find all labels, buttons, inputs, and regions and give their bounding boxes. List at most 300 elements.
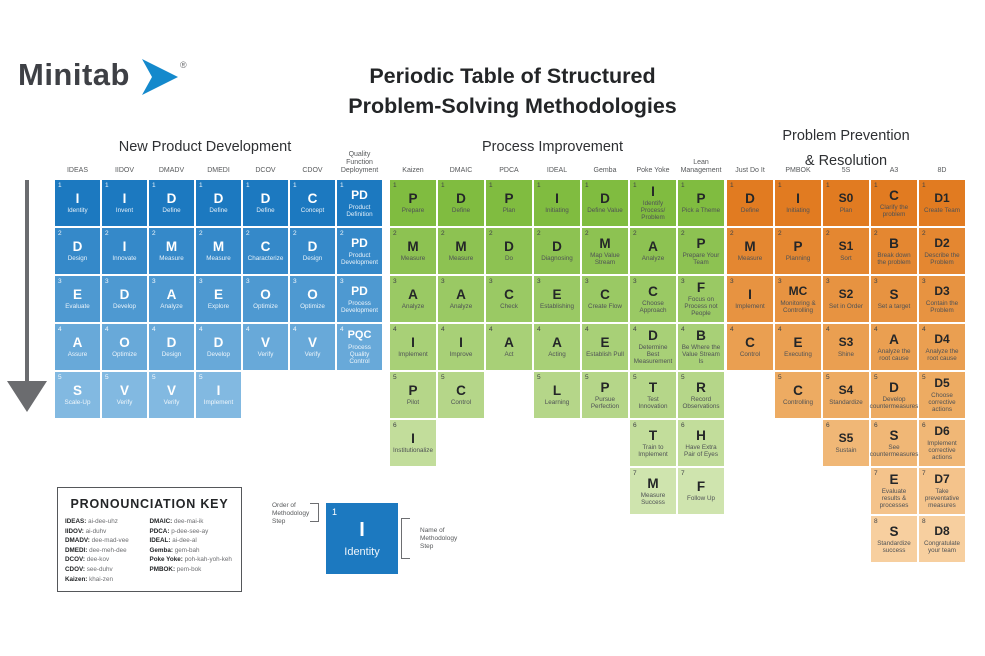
step-name: Measure Success [640,491,666,506]
step-name: Choose Approach [639,299,667,314]
step-name: Analyze the root cause [877,347,911,362]
section-title-process-improvement: Process Improvement [481,139,624,155]
column-header-dmedi [196,145,241,178]
step-symbol: D [648,328,658,343]
cell-5s-step-3 [823,276,869,322]
cell-lean-management-step-3 [678,276,724,322]
column-header-label: IIDOV [114,167,135,174]
column-header-dmaic [438,145,484,178]
page-title [280,61,745,121]
step-name: Define Value [587,207,623,214]
step-symbol: A [72,335,83,350]
cell-lean-management-step-5 [678,372,724,418]
cell-pmbok-step-2 [775,228,821,274]
step-symbol: D6 [934,424,950,438]
step-name: Test Innovation [638,395,668,410]
cell-a3-step-1 [871,180,917,226]
step-symbol: I [651,184,655,199]
step-name: Analyze [401,303,425,310]
cell-gemba-step-3 [582,276,628,322]
cell-cdov-step-1 [290,180,335,226]
step-number: 3 [826,278,830,285]
column-header-label: IDEAS [66,167,88,174]
step-name: Measure [400,255,426,262]
step-name: Prepare [401,207,425,214]
step-name: Analyze [641,255,665,262]
step-symbol: E [889,472,899,487]
pronunciation-entry: DCOV: dee-kov [65,556,110,564]
pronunciation-entry: PMBOK: pem-bok [149,565,202,573]
step-number: 1 [199,182,203,189]
cell-a3-step-3 [871,276,917,322]
step-name: Contain the Problem [925,299,959,314]
cell-gemba-step-5 [582,372,628,418]
step-symbol: S [72,383,82,398]
step-number: 1 [393,182,397,189]
step-number: 5 [199,374,203,381]
step-name: Invent [115,207,134,214]
cell-dmedi-step-5 [196,372,241,418]
step-name: Control [450,399,472,406]
step-name: Concept [300,207,325,214]
step-symbol: P [408,383,418,398]
pronunciation-term: DMEDI: [65,546,88,554]
pronunciation-key-title: PRONOUNCIATION KEY [70,497,229,511]
step-symbol: I [122,239,127,254]
step-number: 3 [246,278,250,285]
cell-a3-step-4 [871,324,917,370]
step-symbol: C [793,383,803,398]
step-name: Learning [544,399,570,406]
pronunciation-term: IIDOV: [65,527,84,535]
pronunciation-entry: DMEDI: dee-meh-dee [65,546,127,554]
step-symbol: E [213,287,223,302]
step-symbol: H [696,427,706,443]
step-number: 4 [730,326,734,333]
step-number: 2 [393,230,397,237]
step-number: 1 [537,182,541,189]
step-name: Identify Process/ Problem [640,200,666,221]
pronunciation-term: Kaizen: [65,575,88,583]
step-number: 5 [152,374,156,381]
step-number: 3 [152,278,156,285]
step-name: Monitoring & Controlling [780,299,816,314]
column-header-ideas [55,145,100,178]
step-symbol: D1 [934,191,950,205]
column-header-label: DMAIC [449,167,473,174]
step-symbol: A [504,335,514,350]
step-symbol: T [648,427,658,443]
step-number: 5 [58,374,62,381]
step-number: 5 [874,374,878,381]
step-symbol: P [696,235,706,251]
step-name: Do [504,255,514,262]
step-symbol: A [408,287,418,302]
cell-kaizen-step-1 [390,180,436,226]
column-header-label: Lean Management [680,159,722,174]
cell-pdca-step-3 [486,276,532,322]
cell-ideas-step-2 [55,228,100,274]
step-symbol: D [119,287,130,302]
column-header-dmadv [149,145,194,178]
step-symbol: I [216,383,221,398]
step-name: Product Definition [346,203,373,218]
cell-8d-step-1 [919,180,965,226]
step-number: 1 [340,182,344,189]
step-name: Develop countermeasures [869,395,919,410]
cell-pmbok-step-1 [775,180,821,226]
step-number: 7 [633,470,637,477]
step-symbol: P [600,379,610,395]
cell-dmadv-step-3 [149,276,194,322]
step-number: 2 [585,230,589,237]
section-title-ppr-line2: & Resolution [804,153,888,169]
step-number: 3 [489,278,493,285]
step-name: Break down the problem [877,251,911,266]
step-number: 1 [681,182,685,189]
cell-just-do-it-step-3 [727,276,773,322]
step-name: Characterize [247,255,284,262]
page-title-line2: Problem-Solving Methodologies [348,94,677,118]
step-number: 1 [246,182,250,189]
step-symbol: D [166,191,177,206]
cell-lean-management-step-1 [678,180,724,226]
step-number: 1 [633,182,637,189]
cell-5s-step-5 [823,372,869,418]
step-name: Standardize success [877,539,911,554]
cell-a3-step-7 [871,468,917,514]
step-number: 4 [393,326,397,333]
step-symbol: A [648,239,658,254]
cell-kaizen-step-5 [390,372,436,418]
column-header-ideal [534,145,580,178]
step-number: 8 [922,518,926,525]
step-number: 4 [199,326,203,333]
step-symbol: M [407,239,419,254]
cell-dmadv-step-4 [149,324,194,370]
step-name: Implement [398,351,428,358]
step-symbol: T [648,379,658,395]
step-symbol: M [212,239,225,254]
step-name: Create Flow [588,303,622,310]
step-number: 1 [874,182,878,189]
pronunciation-term: DMADV: [65,537,90,545]
step-symbol: I [796,191,800,206]
step-number: 5 [681,374,685,381]
step-name: Prepare Your Team [682,251,720,266]
cell-5s-step-4 [823,324,869,370]
step-symbol: MC [788,283,808,298]
step-symbol: D [260,191,271,206]
step-symbol: I [555,191,559,206]
step-name: Optimize [253,303,278,310]
pronunciation-term: Gemba: [149,546,173,554]
step-number: 2 [489,230,493,237]
column-header-5s [823,145,869,178]
step-number: 2 [58,230,62,237]
step-symbol: S [889,427,899,443]
step-number: 1 [826,182,830,189]
step-number: 5 [826,374,830,381]
step-name: Implement corrective actions [927,440,957,461]
step-name: Plan [502,207,516,214]
cell-kaizen-step-6 [390,420,436,466]
cell-dmaic-step-3 [438,276,484,322]
cell-just-do-it-step-1 [727,180,773,226]
step-symbol: D [72,239,83,254]
step-name: Verify [116,399,133,406]
step-number: 1 [730,182,734,189]
step-number: 3 [293,278,297,285]
cell-ideal-step-1 [534,180,580,226]
step-number: 4 [246,326,250,333]
step-number: 4 [293,326,297,333]
cell-5s-step-2 [823,228,869,274]
step-number: 2 [105,230,109,237]
step-number: 4 [778,326,782,333]
column-header-iidov [102,145,147,178]
column-header-pmbok [775,145,821,178]
step-number: 6 [826,422,830,429]
cell-cdov-step-3 [290,276,335,322]
step-name: Product Development [340,251,379,266]
cell-just-do-it-step-4 [727,324,773,370]
step-number: 3 [199,278,203,285]
cell-8d-step-7 [919,468,965,514]
cell-ideal-step-5 [534,372,580,418]
step-symbol: I [748,287,752,302]
step-symbol: V [260,335,270,350]
step-name: Develop [112,303,137,310]
legend-example-number: 1 [332,507,338,517]
step-number: 2 [246,230,250,237]
step-name: Optimize [300,303,325,310]
pronunciation-entry: IDEAL: ai-dee-al [149,537,197,545]
cell-pdca-step-1 [486,180,532,226]
step-name: Design [161,351,182,358]
step-number: 1 [441,182,445,189]
step-symbol: S [889,523,899,539]
cell-8d-step-4 [919,324,965,370]
step-name: Evaluate [65,303,90,310]
step-name: Verify [257,351,274,358]
step-name: Choose corrective actions [928,392,956,413]
column-header-label: DMADV [158,167,185,174]
step-symbol: S1 [838,239,854,253]
cell-dcov-step-2 [243,228,288,274]
step-symbol: S3 [838,335,854,349]
step-symbol: D [504,239,514,254]
step-name: Follow Up [687,495,715,502]
cell-dcov-step-4 [243,324,288,370]
step-symbol: A [889,331,899,347]
pronunciation-term: CDOV: [65,565,85,573]
step-symbol: M [647,475,659,491]
step-name: Act [504,351,514,358]
step-name: Optimize [112,351,137,358]
step-symbol: E [72,287,82,302]
step-symbol: B [889,235,899,251]
step-name: Explore [207,303,230,310]
column-header-label: CDOV [302,167,323,174]
cell-a3-step-2 [871,228,917,274]
step-number: 2 [340,230,344,237]
step-number: 5 [778,374,782,381]
column-header-qfd [337,145,382,178]
step-symbol: C [307,191,318,206]
step-name: Congratulate your team [923,539,961,554]
step-number: 3 [922,278,926,285]
section-title-ppr-line1: Problem Prevention [782,128,910,144]
step-name: Define [740,207,760,214]
cell-pmbok-step-3 [775,276,821,322]
step-name: Check [500,303,518,310]
step-symbol: A [166,287,177,302]
legend-right-bracket [401,518,410,559]
minitab-wordmark: Minitab [18,57,130,92]
step-name: Set in Order [829,303,863,310]
minitab-arrow-icon [142,59,178,95]
cell-qfd-step-4 [337,324,382,370]
step-name: Clarify the problem [879,203,909,218]
pronunciation-term: Poke Yoke: [149,556,183,564]
step-name: Pursue Perfection [590,395,620,410]
step-symbol: D [213,191,224,206]
cell-poke-yoke-step-4 [630,324,676,370]
step-symbol: D8 [934,523,950,538]
step-name: Verify [163,399,180,406]
step-name: Establish Pull [586,351,624,358]
step-name: Establishing [540,303,574,310]
step-symbol: O [260,287,271,302]
cell-poke-yoke-step-7 [630,468,676,514]
pronunciation-term: IDEAS: [65,518,87,525]
step-number: 4 [681,326,685,333]
cell-gemba-step-4 [582,324,628,370]
step-number: 2 [922,230,926,237]
cell-poke-yoke-step-1 [630,180,676,226]
column-header-dcov [243,145,288,178]
cell-8d-step-6 [919,420,965,466]
step-number: 4 [874,326,878,333]
step-number: 1 [58,182,62,189]
cell-poke-yoke-step-2 [630,228,676,274]
step-symbol: I [75,191,80,206]
legend-order-label: Order of Methodology Step [272,502,310,525]
cell-dcov-step-3 [243,276,288,322]
pronunciation-right-column [150,517,235,584]
step-symbol: P [504,191,514,206]
step-symbol: M [455,239,467,254]
pronunciation-entry: PDCA: p-dee-see-ay [149,527,209,535]
column-header-label: DMEDI [207,167,230,174]
step-number: 3 [585,278,589,285]
step-symbol: P [408,191,418,206]
step-symbol: I [122,191,127,206]
pronunciation-term: DMAIC: [149,518,173,525]
cell-dmadv-step-2 [149,228,194,274]
step-name: Planning [785,255,811,262]
step-name: Implement [203,399,234,406]
cell-pmbok-step-4 [775,324,821,370]
step-symbol: P [793,239,803,254]
pronunciation-term: PDCA: [149,527,170,535]
cell-qfd-step-1 [337,180,382,226]
step-name: Measure [448,255,474,262]
step-symbol: PD [351,283,368,298]
step-name: Analyze [160,303,183,310]
step-symbol: R [696,379,706,395]
cell-dmedi-step-3 [196,276,241,322]
cell-qfd-step-2 [337,228,382,274]
step-number: 2 [152,230,156,237]
cell-a3-step-8 [871,516,917,562]
step-number: 8 [874,518,878,525]
step-name: Initiating [545,207,569,214]
step-number: 2 [537,230,541,237]
cell-ideal-step-3 [534,276,580,322]
step-number: 5 [922,374,926,381]
column-header-label: PMBOK [785,167,811,174]
step-symbol: S0 [838,191,854,205]
legend-left-bracket [310,503,319,522]
legend-example-symbol: I [359,518,365,541]
step-number: 3 [778,278,782,285]
step-name: Process Development [340,299,379,314]
step-number: 1 [293,182,297,189]
pronunciation-key-box [57,487,242,592]
cell-iidov-step-2 [102,228,147,274]
cell-8d-step-8 [919,516,965,562]
cell-gemba-step-1 [582,180,628,226]
step-symbol: I [459,335,463,350]
step-name: Design [302,255,323,262]
step-name: Assure [67,351,88,358]
step-name: Executing [784,351,812,358]
step-symbol: A [552,335,562,350]
cell-dmaic-step-5 [438,372,484,418]
step-name: Plan [839,207,853,214]
step-name: Measure [159,255,184,262]
column-header-pdca [486,145,532,178]
step-name: Develop [206,351,231,358]
step-name: Identity [67,207,88,214]
step-symbol: O [119,335,130,350]
step-symbol: D [745,191,755,206]
step-number: 3 [874,278,878,285]
column-header-label: Kaizen [402,167,424,174]
cell-iidov-step-4 [102,324,147,370]
step-symbol: M [599,235,611,251]
pronunciation-entry: IIDOV: ai-duhv [65,527,107,535]
cell-dmaic-step-4 [438,324,484,370]
step-name: Sustain [835,447,857,454]
step-symbol: M [744,239,756,254]
step-number: 6 [922,422,926,429]
step-name: Describe the Problem [924,251,960,266]
cell-lean-management-step-6 [678,420,724,466]
step-symbol: M [165,239,178,254]
cell-8d-step-5 [919,372,965,418]
cell-dmedi-step-1 [196,180,241,226]
step-symbol: F [696,280,706,295]
step-number: 3 [537,278,541,285]
step-name: Diagnosing [541,255,573,262]
pronunciation-term: PMBOK: [149,565,176,573]
step-name: Sort [840,255,852,262]
pronunciation-term: DCOV: [65,556,85,564]
step-name: Implement [735,303,765,310]
